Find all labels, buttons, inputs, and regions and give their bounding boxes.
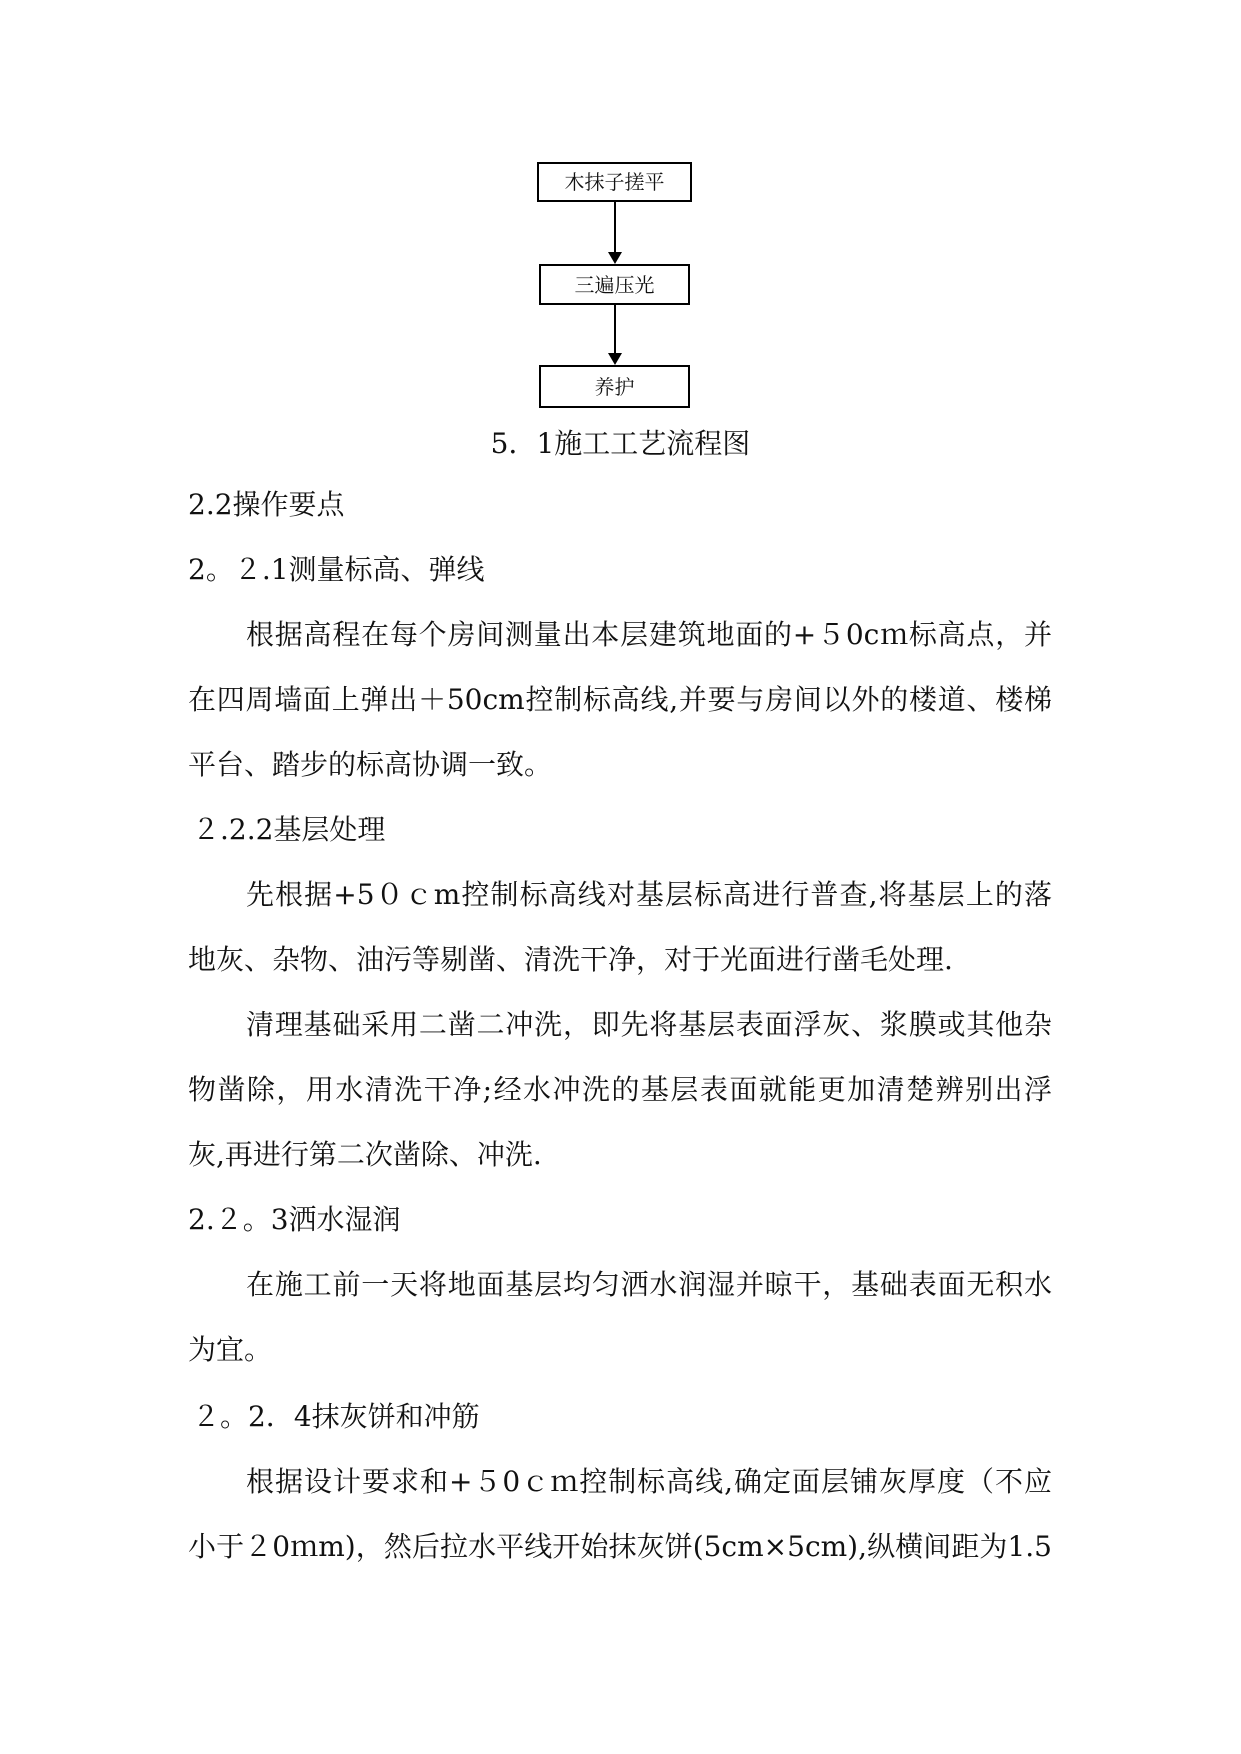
flowchart-caption: 5．1施工工艺流程图 bbox=[490, 427, 751, 460]
paragraph-line: 为宜。 bbox=[188, 1333, 273, 1366]
section-heading: 2.2操作要点 bbox=[188, 488, 345, 521]
flowchart-step-trowel-leveling: 木抹子搓平 bbox=[537, 162, 692, 202]
subsection-heading: 2。２.1测量标高、弹线 bbox=[188, 553, 485, 586]
paragraph-line: 根据设计要求和+５0ｃｍ控制标高线,确定面层铺灰厚度（不应 bbox=[246, 1465, 1052, 1498]
flowchart-arrow-down bbox=[614, 305, 616, 363]
paragraph-line: 清理基础采用二凿二冲洗，即先将基层表面浮灰、浆膜或其他杂 bbox=[246, 1008, 1052, 1041]
paragraph-line: 小于２0ｍm)，然后拉水平线开始抹灰饼(5cm×5cm),纵横间距为1.5 bbox=[188, 1530, 1052, 1563]
paragraph-line: 物凿除，用水清洗干净;经水冲洗的基层表面就能更加清楚辨别出浮 bbox=[188, 1073, 1052, 1106]
paragraph-line: 地灰、杂物、油污等剔凿、清洗干净，对于光面进行凿毛处理. bbox=[188, 943, 953, 976]
subsection-heading: 2.２。3洒水湿润 bbox=[188, 1203, 401, 1236]
subsection-heading: ２。2．4抹灰饼和冲筋 bbox=[192, 1400, 480, 1433]
paragraph-line: 平台、踏步的标高协调一致。 bbox=[188, 748, 553, 781]
flowchart-step-triple-press: 三遍压光 bbox=[539, 264, 690, 305]
paragraph-line: 根据高程在每个房间测量出本层建筑地面的+５0cｍ标高点，并 bbox=[246, 618, 1052, 651]
subsection-heading: ２.2.2基层处理 bbox=[192, 813, 386, 846]
paragraph-line: 在四周墙面上弹出＋50cm控制标高线,并要与房间以外的楼道、楼梯 bbox=[188, 683, 1052, 716]
flowchart-step-curing: 养护 bbox=[539, 365, 690, 408]
paragraph-line: 先根据+5０ｃm控制标高线对基层标高进行普查,将基层上的落 bbox=[246, 878, 1052, 911]
flowchart-arrow-down bbox=[614, 202, 616, 262]
paragraph-line: 在施工前一天将地面基层均匀洒水润湿并晾干，基础表面无积水 bbox=[246, 1268, 1052, 1301]
paragraph-line: 灰,再进行第二次凿除、冲洗. bbox=[188, 1138, 542, 1171]
